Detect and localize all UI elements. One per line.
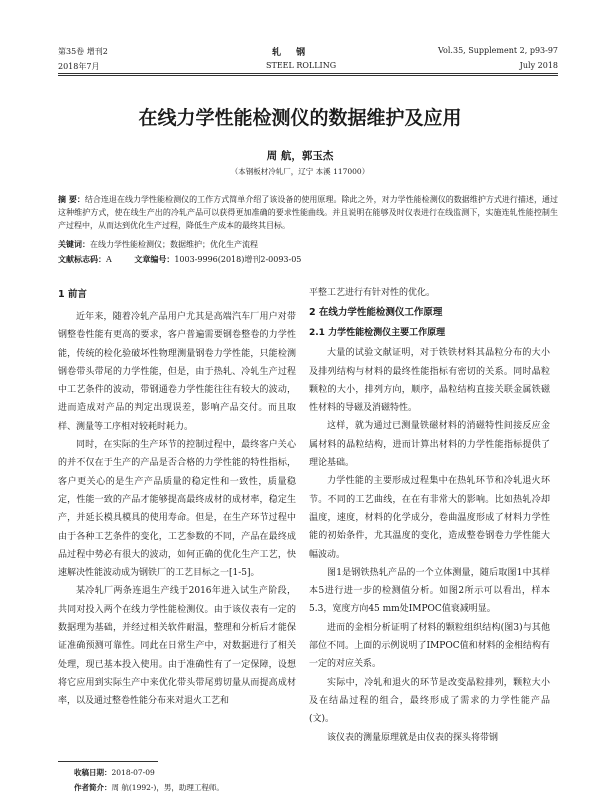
abstract-label: 摘 要： xyxy=(58,195,85,204)
authors: 周 航，郭玉杰 xyxy=(266,150,334,162)
classification xyxy=(58,253,558,266)
footnote-received xyxy=(74,767,155,778)
header-rule-thin xyxy=(58,75,558,76)
header-volume-en: Vol.35, Supplement 2, p93-97 xyxy=(438,46,558,55)
paper-title: 在线力学性能检测仪的数据维护及应用 xyxy=(138,107,462,129)
keywords-label: 关键词： xyxy=(58,240,90,249)
header-date-cn: 2018年7月 xyxy=(58,62,100,71)
principle-paragraph-4: 图1是钢铁热轧产品的一个立体测量，随后取图1中其样本5进行进一步的检测值分析。如图2所示可以看出，样本5.3，宽度方向45 mm处IMPOC值衰减明显。 xyxy=(309,567,550,615)
keywords xyxy=(58,238,558,251)
section-heading-principle: 2 在线力学性能检测仪工作原理 xyxy=(309,307,443,319)
received-value: 2018-07-09 xyxy=(111,768,155,777)
principle-paragraph-1: 大量的试验文献证明，对于铁铁材料其晶粒分布的大小及排列结构与材料的最终性能指标有密切的关系。同时晶粒颗粒的大小，排列方向，顺序，晶粒结构直接关联金属铁磁性材料的导磁及消磁特性。 xyxy=(309,348,550,414)
footnote-author xyxy=(74,782,224,793)
author-bio-label: 作者简介： xyxy=(74,783,112,792)
header-date-en: July 2018 xyxy=(519,61,558,70)
subsection-heading-principle: 2.1 力学性能检测仪主要工作原理 xyxy=(309,328,446,339)
abstract xyxy=(58,193,558,232)
header-journal-en: STEEL ROLLING xyxy=(266,61,337,70)
intro-paragraph-3: 某冷轧厂两条连退生产线于2016年进入试生产阶段，共同对投入两个在线力学性能检测仪。由于该仪表有一定的数据理为基础，并经过相关软件耐温，整理和分析后才能保证准确预测可靠性。同此在日常生产中，对数据进行了相关处理，现已基本投入使用。由于准确性有了一定保障，设想将它应用到实际生产中来优化带头带尾剪切量从而提高成材率，以及通过整卷性能分布来对退火工艺和 xyxy=(58,586,296,707)
article-number-value: 1003-9996(2018)增刊2-0093-05 xyxy=(174,255,302,264)
classification-value: A xyxy=(106,255,112,264)
author-bio-value: 周 航(1992-)，男，助理工程师。 xyxy=(111,783,224,792)
header-journal-cn: 轧 钢 xyxy=(272,48,312,58)
principle-paragraph-2: 这样，就为通过已测量铁磁材料的消磁特性间接反应金属材料的晶粒结构，进而计算出材料的力学性能指标提供了理论基础。 xyxy=(309,421,550,469)
section-heading-intro: 1 前言 xyxy=(58,289,87,300)
intro-paragraph-2: 同时，在实际的生产环节的控制过程中，最终客户关心的并不仅在于生产的产品是否合格的力学性能的特性指标，客户更关心的是生产产品质量的稳定性和一致性，质量稳定，性能一致的产品才能够提高最终成材的成材率，稳定生产，并延长模具模具的使用寿命。但是，在生产环节过程中由于各种工艺条件的变化，工艺参数的不同，产品在最终成品过程中势必有很大的波动，如何正确的优化生产工艺，快速解决性能波动成为钢铁厂的工艺目标之一[1-5]。 xyxy=(58,440,296,579)
affiliation: （本钢板材冷轧厂，辽宁 本溪 117000） xyxy=(230,167,370,176)
principle-paragraph-7: 该仪表的测量原理就是由仪表的探头将带钢 xyxy=(327,732,499,743)
principle-paragraph-6: 实际中，冷轧和退火的环节是改变晶粒排列，颗粒大小及在结晶过程的组合，最终形成了需求的力学性能产品(文)。 xyxy=(309,677,550,725)
principle-paragraph-3: 力学性能的主要形成过程集中在热轧环节和冷轧退火环节。不同的工艺曲线，在在有非常大的影响。比如热轧冷却温度，速度，材料的化学成分，卷曲温度形成了材料力学性能的初始条件，尤其温度的变化，造成整卷钢卷力学性能大幅波动。 xyxy=(309,476,550,560)
left-column xyxy=(58,284,296,711)
received-label: 收稿日期： xyxy=(74,768,112,777)
classification-label: 文献标志码： xyxy=(58,255,106,264)
principle-paragraph-5: 进而的金相分析证明了材料的颗粒组织结构(图3)与其他部位不同。上面的示例说明了IMPOC值和材料的金相结构有一定的对应关系。 xyxy=(309,622,550,670)
abstract-text: 结合连退在线力学性能检测仪的工作方式简单介绍了该设备的使用原理。除此之外，对力学性能检测仪的数据维护方式进行描述，通过这种维护方式，使在线生产出的冷轧产品可以获得更加准确的要求性能曲线。并且说明在能够及时仪表进行在线监测下，实施连轧性能控制生产过程中，从而达到优化生产过程，降低生产成本的最终其目标。 xyxy=(58,195,558,230)
header-volume-cn: 第35卷 增刊2 xyxy=(58,47,108,56)
footnote-rule xyxy=(58,761,158,762)
right-column xyxy=(309,284,550,747)
intro-paragraph-1: 近年来，随着冷轧产品用户尤其是高端汽车厂用户对带钢整卷性能有更高的要求，客户普遍需要钢卷整卷的力学性能，传统的检化验破坏性物理测量钢卷力学性能，只能检测钢卷带头带尾的力学性能，但是，由于热轧、冷轧生产过程中工艺条件的波动，带钢通卷力学性能往往有较大的波动，进而造成对产品的判定出现误差，影响产品交付。而且取样、测量等工序相对较耗时耗力。 xyxy=(58,312,296,432)
header-rule xyxy=(58,73,558,74)
article-number-label: 文章编号： xyxy=(134,255,175,264)
continued-line: 平整工艺进行有针对性的优化。 xyxy=(309,288,436,298)
keywords-text: 在线力学性能检测仪；数据维护；优化生产流程 xyxy=(90,240,258,249)
